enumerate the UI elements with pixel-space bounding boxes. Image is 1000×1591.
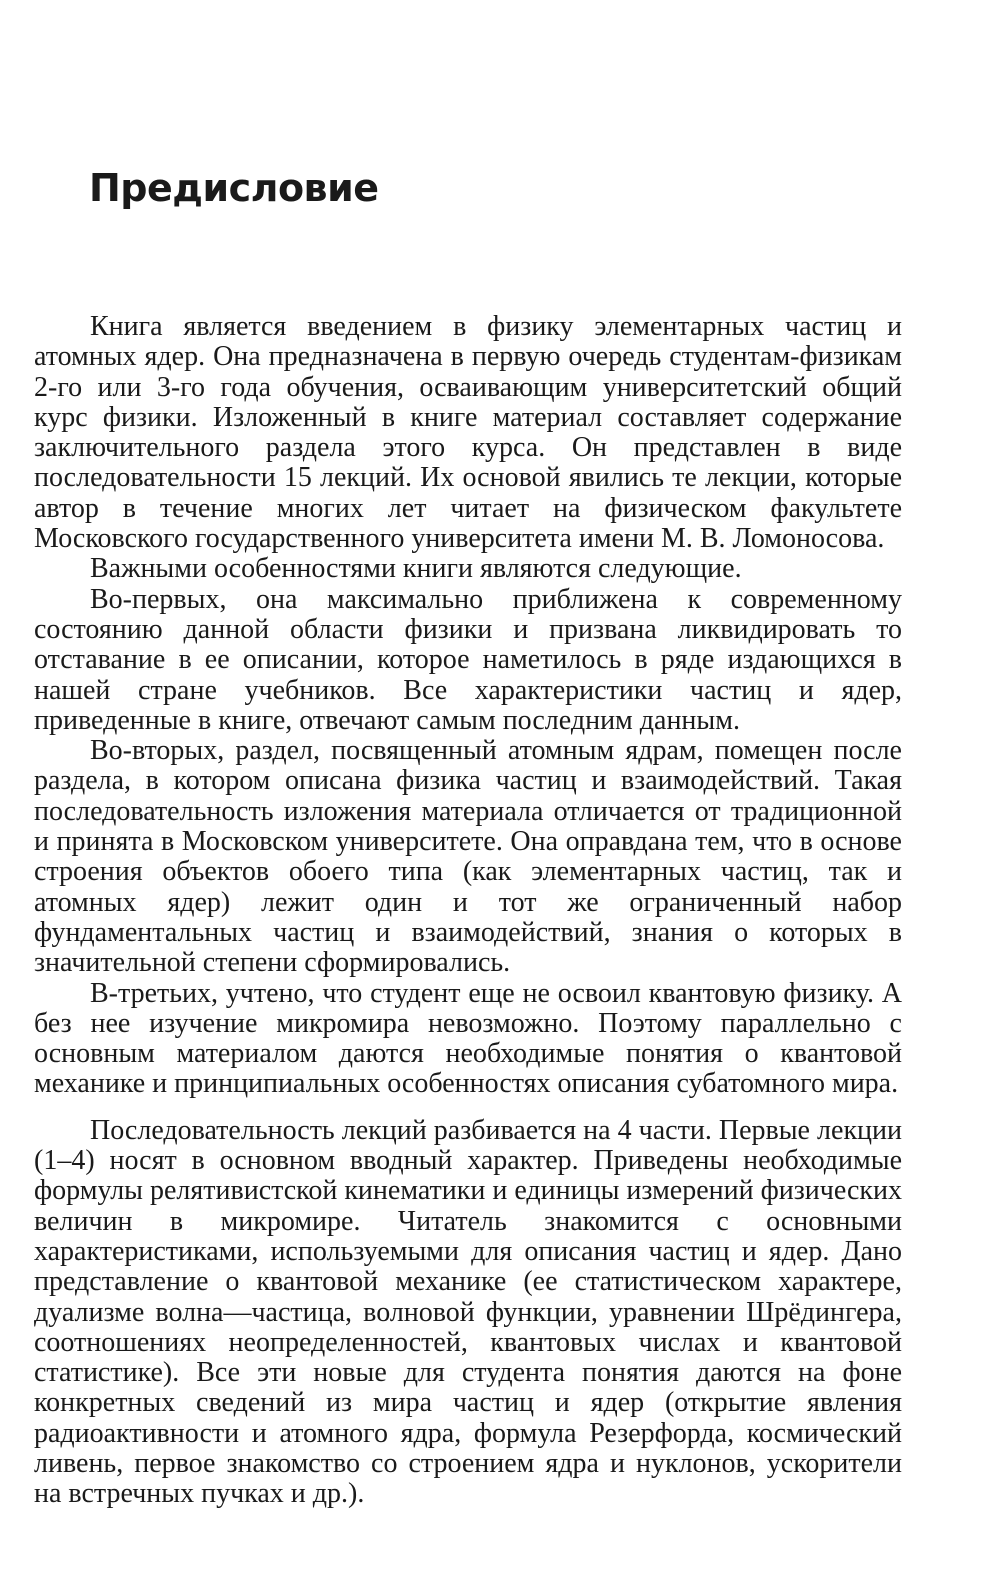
- paragraph-lecture-sequence: Последовательность лекций разбивается на 4 части. Первые лекции (1–4) носят в основном вводный характер. Приведены необходимые формулы релятивистской кинематики и единицы измерений физических величин в микромире. Читатель знакомится с основными характеристиками, используемыми для описания частиц и ядер. Дано представление о квантовой механике (ее статистическом характере, дуализме волна—частица, волновой функции, уравнении Шрёдингера, соотношениях неопределенностей, квантовых числах и квантовой статистике). Все эти новые для студента понятия даются на фоне конкретных сведений из мира частиц и ядер (открытие явления радиоактивности и атомного ядра, формула Резерфорда, космический ливень, первое знакомство со строением ядра и нуклонов, ускорители на встречных пучках и др.).: [34, 1114, 902, 1510]
- page-title: Предисловие: [89, 166, 379, 210]
- paragraph-second-feature: Во-вторых, раздел, посвященный атомным ядрам, помещен после раздела, в котором описана физика частиц и взаимодействий. Такая последовательность изложения материала отличается от традиционной и принята в Московском университете. Она оправдана тем, что в основе строения объектов обоего типа (как элементарных частиц, так и атомных ядер) лежит один и тот же ограниченный набор фундаментальных частиц и взаимодействий, знания о которых в значительной степени сформировались.: [34, 735, 902, 979]
- paragraph-third-feature: В-третьих, учтено, что студент еще не освоил квантовую физику. А без нее изучение микромира невозможно. Поэтому параллельно с основным материалом даются необходимые понятия о квантовой механике и принципиальных особенностях описания субатомного мира.: [34, 977, 902, 1100]
- preface-body: [34, 312, 902, 1510]
- paragraph-first-feature: Во-первых, она максимально приближена к современному состоянию данной области физики и призвана ликвидировать то отставание в ее описании, которое наметилось в ряде издающихся в нашей стране учебников. Все характеристики частиц и ядер, приведенные в книге, отвечают самым последним данным.: [34, 583, 902, 736]
- paragraph-features: Важными особенностями книги являются следующие.: [90, 553, 742, 585]
- paragraph-intro: Книга является введением в физику элементарных частиц и атомных ядер. Она предназначена в первую очередь студентам-физикам 2-го или 3-го года обучения, осваивающим университетский общий курс физики. Изложенный в книге материал составляет содержание заключительного раздела этого курса. Он представлен в виде последовательности 15 лекций. Их основой явились те лекции, которые автор в течение многих лет читает на физическом факультете Московского государственного университета имени М. В. Ломоносова.: [34, 311, 902, 555]
